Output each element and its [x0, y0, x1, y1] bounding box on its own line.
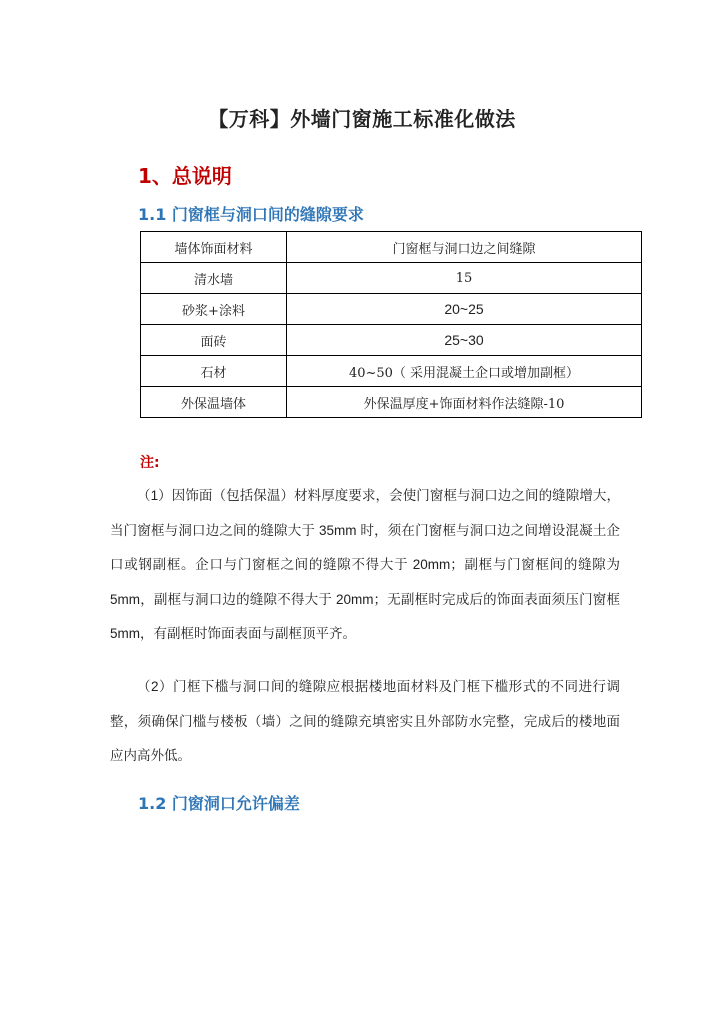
table-cell-gap: 25~30 — [287, 325, 642, 356]
table-header-row — [141, 232, 642, 263]
table-cell-gap: 20~25 — [287, 294, 642, 325]
table-cell-gap: 15 — [287, 263, 642, 294]
table-row — [141, 387, 642, 418]
table-header-cell: 墙体饰面材料 — [141, 232, 287, 263]
table-cell-material: 石材 — [141, 356, 287, 387]
table-cell-material: 面砖 — [141, 325, 287, 356]
note-paragraph-2: （2）门框下槛与洞口间的缝隙应根据楼地面材料及门框下槛形式的不同进行调整，须确保门槛与楼板（墙）之间的缝隙充填密实且外部防水完整，完成后的楼地面应内高外低。 — [110, 679, 620, 763]
subsection-heading-gap-requirements: 1.1 门窗框与洞口间的缝隙要求 — [138, 205, 364, 224]
table-row — [141, 263, 642, 294]
section-heading-general: 1、总说明 — [138, 164, 232, 188]
notes-label: 注: — [140, 455, 160, 471]
table-row — [141, 294, 642, 325]
subsection-heading-opening-tolerance: 1.2 门窗洞口允许偏差 — [138, 794, 300, 813]
table-header-cell: 门窗框与洞口边之间缝隙 — [287, 232, 642, 263]
table-row — [141, 325, 642, 356]
note-paragraph-1: （1）因饰面（包括保温）材料厚度要求，会使门窗框与洞口边之间的缝隙增大，当门窗框与洞口边之间的缝隙大于 35mm 时，须在门窗框与洞口边之间增设混凝土企口或钢副框。企口与门窗框之间的缝隙不得大于 20mm；副框与门窗框间的缝隙为 5mm，副框与洞口边的缝隙不得大于 20mm；无副框时完成后的饰面表面须压门窗框 5mm，有副框时饰面表面与副框顶平齐。 — [110, 488, 620, 641]
document-title: 【万科】外墙门窗施工标准化做法 — [208, 107, 516, 131]
table-cell-gap: 40~50（ 采用混凝土企口或增加副框） — [287, 356, 642, 387]
table-cell-material: 清水墙 — [141, 263, 287, 294]
table-cell-material: 砂浆+涂料 — [141, 294, 287, 325]
table-cell-gap: 外保温厚度+饰面材料作法缝隙-10 — [287, 387, 642, 418]
table-cell-material: 外保温墙体 — [141, 387, 287, 418]
gap-requirements-table — [140, 231, 642, 418]
table-row — [141, 356, 642, 387]
